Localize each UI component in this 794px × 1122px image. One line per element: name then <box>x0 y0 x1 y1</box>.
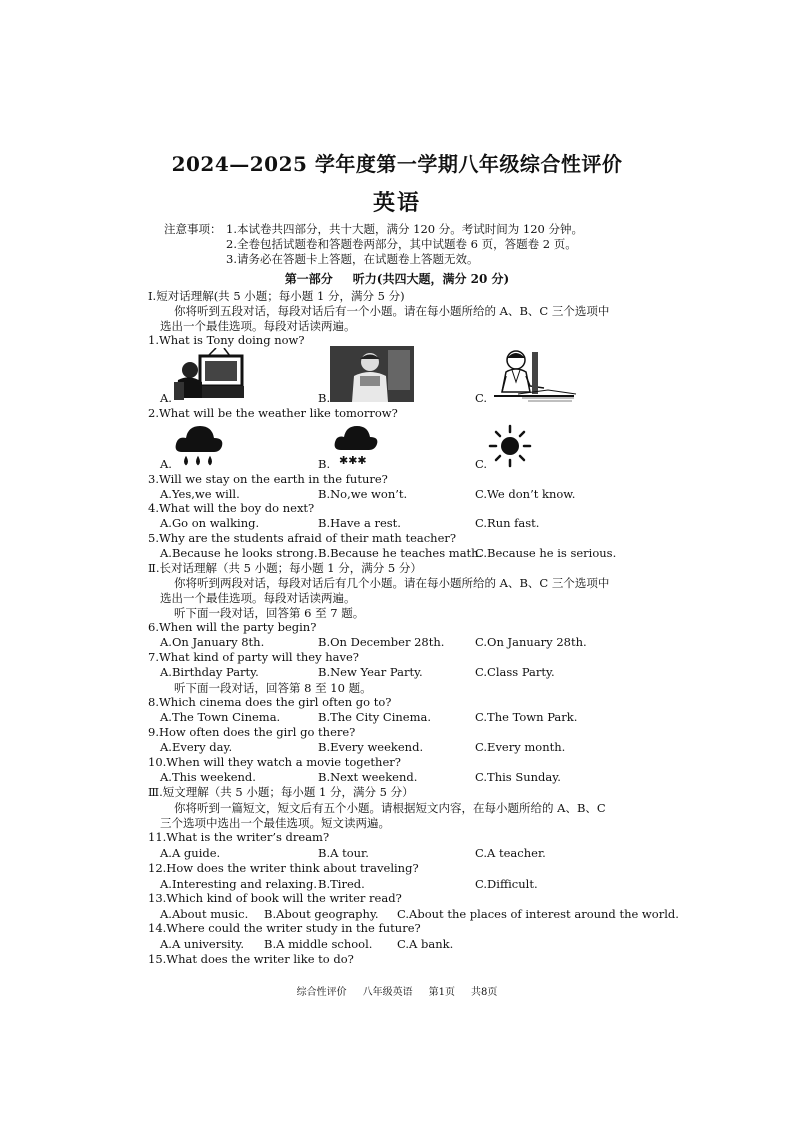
total-pages: 共8页 <box>471 987 498 998</box>
question-text: 13.Which kind of book will the writer read? <box>148 891 402 905</box>
doing-homework-picture <box>488 346 580 404</box>
option-a: A.On January 8th. <box>160 635 265 649</box>
option-b: B.Because he teaches math. <box>318 546 483 560</box>
option-b: B.A middle school. <box>264 937 373 951</box>
option-c: C.Because he is serious. <box>475 546 617 560</box>
option-b: B.New Year Party. <box>318 665 423 679</box>
question-text: 4.What will the boy do next? <box>148 501 315 515</box>
option-b: B.The City Cinema. <box>318 710 432 724</box>
sub-instruction: 听下面一段对话，回答第 8 至 10 题。 <box>174 681 372 695</box>
notice-item: 1.本试卷共四部分，共十大题，满分 120 分。考试时间为 120 分钟。 <box>226 222 583 236</box>
part-title: 听力(共四大题，满分 20 分) <box>352 272 510 286</box>
section-instruction: 你将听到五段对话，每段对话后有一个小题。请在每小题所给的 A、B、C 三个选项中 <box>174 304 610 318</box>
option-c: C.The Town Park. <box>475 710 578 724</box>
option-a: A.Because he looks strong. <box>160 546 318 560</box>
notice-block <box>164 222 644 267</box>
footer-label: 综合性评价 <box>296 987 347 998</box>
question-text: 2.What will be the weather like tomorrow? <box>148 406 398 420</box>
option-a: A.This weekend. <box>160 770 256 784</box>
option-b: B.About geography. <box>264 907 379 921</box>
option-a: A.A guide. <box>160 846 221 860</box>
option-c: C.We don’t know. <box>475 487 576 501</box>
question-text: 6.When will the party begin? <box>148 620 317 634</box>
question-text: 14.Where could the writer study in the future? <box>148 921 421 935</box>
notice-item: 2.全卷包括试题卷和答题卷两部分，其中试题卷 6 页，答题卷 2 页。 <box>226 237 577 251</box>
section-heading: I.短对话理解(共 5 小题；每小题 1 分，满分 5 分) <box>148 289 405 303</box>
notice-item: 3.请务必在答题卡上答题，在试题卷上答题无效。 <box>226 252 479 266</box>
part-heading <box>0 270 794 287</box>
option-a: A.Yes,we will. <box>160 487 240 501</box>
section-instruction: 选出一个最佳选项。每段对话读两遍。 <box>160 319 356 333</box>
exam-title: 2024—2025 学年度第一学期八年级综合性评价 <box>171 152 623 176</box>
option-a: A.Interesting and relaxing. <box>160 877 317 891</box>
option-c: C.Difficult. <box>475 877 538 891</box>
option-a: A.Every day. <box>160 740 233 754</box>
sub-instruction: 听下面一段对话，回答第 6 至 7 题。 <box>174 606 365 620</box>
option-c: C.Class Party. <box>475 665 555 679</box>
question-text: 12.How does the writer think about traveling? <box>148 861 419 875</box>
option-a: A.Go on walking. <box>160 516 260 530</box>
section-heading: Ⅱ.长对话理解（共 5 小题；每小题 1 分，满分 5 分） <box>148 561 422 575</box>
option-c: C. <box>475 457 488 471</box>
option-b: B. <box>318 391 331 405</box>
sun-icon <box>488 424 532 468</box>
option-b: B.Every weekend. <box>318 740 424 754</box>
section-heading: Ⅲ.短文理解（共 5 小题；每小题 1 分，满分 5 分） <box>148 785 414 799</box>
option-c: C.A teacher. <box>475 846 546 860</box>
option-c: C.This Sunday. <box>475 770 561 784</box>
question-text: 11.What is the writer’s dream? <box>148 830 330 844</box>
option-c: C.About the places of interest around the world. <box>397 907 679 921</box>
watching-tv-picture <box>170 348 246 402</box>
page-footer <box>0 983 794 998</box>
subject-title: 英语 <box>372 190 421 216</box>
option-a: A. <box>160 391 172 405</box>
page-number: 第1页 <box>428 987 455 998</box>
option-b: B.Have a rest. <box>318 516 401 530</box>
question-text: 15.What does the writer like to do? <box>148 952 354 966</box>
question-text: 3.Will we stay on the earth in the future? <box>148 472 388 486</box>
option-b: B.No,we won’t. <box>318 487 408 501</box>
svg-text:✱✱✱: ✱✱✱ <box>339 454 367 467</box>
option-b: B.On December 28th. <box>318 635 445 649</box>
part-name: 第一部分 <box>284 272 333 286</box>
option-c: C.A bank. <box>397 937 454 951</box>
question-text: 8.Which cinema does the girl often go to? <box>148 695 392 709</box>
option-a: A.The Town Cinema. <box>160 710 281 724</box>
footer-subject: 八年级英语 <box>362 987 413 998</box>
rain-cloud-icon <box>174 422 224 470</box>
question-text: 9.How often does the girl go there? <box>148 725 356 739</box>
option-a: A.Birthday Party. <box>160 665 259 679</box>
option-c: C.On January 28th. <box>475 635 587 649</box>
question-text: 10.When will they watch a movie together? <box>148 755 401 769</box>
section-instruction: 你将听到两段对话，每段对话后有几个小题。请在每小题所给的 A、B、C 三个选项中 <box>174 576 610 590</box>
question-text: 7.What kind of party will they have? <box>148 650 359 664</box>
section-instruction: 你将听到一篇短文，短文后有五个小题。请根据短文内容，在每小题所给的 A、B、C <box>174 801 606 815</box>
option-b: B.Next weekend. <box>318 770 418 784</box>
notice-label: 注意事项： <box>164 222 222 236</box>
option-b: B. <box>318 457 331 471</box>
option-c: C.Run fast. <box>475 516 540 530</box>
option-b: B.A tour. <box>318 846 369 860</box>
option-a: A.About music. <box>160 907 249 921</box>
question-text: 1.What is Tony doing now? <box>148 333 305 347</box>
option-c: C. <box>475 391 488 405</box>
section-instruction: 选出一个最佳选项。每段对话读两遍。 <box>160 591 356 605</box>
option-a: A.A university. <box>160 937 245 951</box>
option-c: C.Every month. <box>475 740 566 754</box>
option-a: A. <box>160 457 172 471</box>
reading-picture <box>330 346 414 402</box>
snow-cloud-icon <box>333 422 379 470</box>
section-instruction: 三个选项中选出一个最佳选项。短文读两遍。 <box>160 816 390 830</box>
option-b: B.Tired. <box>318 877 365 891</box>
question-text: 5.Why are the students afraid of their math teacher? <box>148 531 457 545</box>
